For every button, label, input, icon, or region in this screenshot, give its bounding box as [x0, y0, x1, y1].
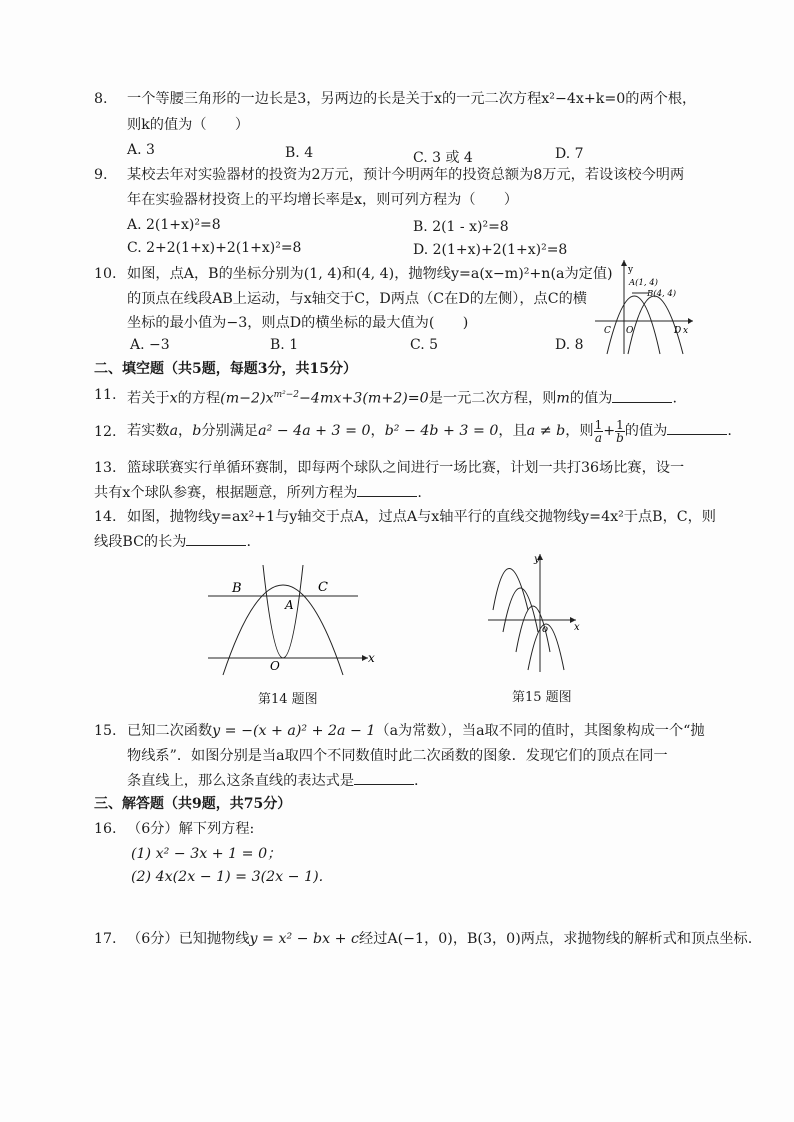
q9-text-line2: 年在实验器材投资上的平均增长率是x，则可列方程为（ ） — [127, 192, 519, 208]
fig15-caption: 第15 题图 — [512, 690, 572, 705]
q8-option-c: C. 3 或 4 — [413, 150, 473, 166]
q9-option-a: A. 2(1+x)²=8 — [127, 217, 221, 233]
q8-option-b: B. 4 — [285, 145, 314, 161]
q11-post: 是一元二次方程，则 — [428, 390, 557, 407]
q12-cond: ，且 — [498, 423, 527, 439]
q10-number: 10. — [94, 266, 117, 282]
q11-end: 的值为 — [569, 390, 613, 407]
q10-label-c: C — [604, 326, 611, 336]
fig14-label-x: x — [368, 651, 375, 665]
section-3-heading: 三、解答题（共9题，共75分） — [94, 796, 292, 812]
q9-option-d: D. 2(1+x)+2(1+x)²=8 — [413, 242, 568, 258]
q17-text — [127, 930, 752, 948]
q15-line3: 条直线上，那么这条直线的表达式是 — [127, 773, 355, 789]
q14-dot: . — [246, 534, 251, 550]
q11-exponent: m²−2 — [273, 390, 300, 400]
q10-label-x: x — [683, 326, 689, 336]
fig14-label-o: O — [270, 659, 280, 673]
q11-pre: 若关于 — [127, 390, 170, 407]
q12-frac1-num: 1 — [594, 417, 603, 432]
q10-label-d: D — [674, 326, 682, 336]
q17-post: 经过A(−1，0)，B(3，0)两点，求抛物线的解析式和顶点坐标. — [359, 931, 753, 947]
q15-number: 15. — [94, 723, 117, 739]
q11-eq2: −4mx+3(m+2)=0 — [299, 390, 429, 407]
q12-neq: a ≠ b — [526, 423, 566, 439]
q9-number: 9. — [94, 167, 108, 183]
q9-option-b: B. 2(1 - x)²=8 — [413, 219, 509, 235]
q10-parabola-left — [607, 296, 660, 354]
q10-text-line1: 如图，点A，B的坐标分别为(1, 4)和(4, 4)，抛物线y=a(x−m)²+n(a为定值) — [127, 266, 613, 282]
q10-label-o: O — [626, 326, 634, 336]
q11-eq: (m−2)x — [220, 390, 274, 407]
q12-frac1-den: a — [594, 430, 602, 445]
q13-dot: . — [417, 485, 422, 501]
q12-pre: 若实数 — [127, 423, 170, 439]
q17-number: 17. — [94, 931, 117, 947]
q12-text — [127, 416, 732, 446]
q10-text-line2: 的顶点在线段AB上运动，与x轴交于C，D两点（C在D的左侧），点C的横 — [127, 291, 587, 307]
q11-var-x: x — [169, 390, 178, 407]
q12-frac2-num: 1 — [616, 417, 624, 432]
q10-option-d: D. 8 — [555, 337, 584, 353]
fig15-label-y: y — [534, 554, 540, 565]
q12-eq-a: a² − 4a + 3 = 0 — [258, 423, 371, 439]
q13-number: 13. — [94, 460, 117, 476]
q12-sep: ， — [370, 423, 385, 439]
q10-label-y: y — [628, 265, 634, 275]
q16-part1: (1) x² − 3x + 1 = 0； — [131, 846, 282, 862]
q14-text-line1: 如图，抛物线y=ax²+1与y轴交于点A，过点A与x轴平行的直线交抛物线y=4x²于点B，C，则 — [127, 509, 716, 525]
q8-option-d: D. 7 — [555, 146, 584, 162]
q11-dot: . — [672, 390, 677, 407]
q12-var-a: a — [169, 423, 179, 439]
q14-figure — [208, 565, 378, 680]
q14-text-line2 — [94, 533, 251, 551]
q12-answer-blank — [667, 422, 727, 435]
q10-option-b: B. 1 — [270, 337, 299, 353]
q13-answer-blank — [357, 484, 417, 497]
q15-pre: 已知二次函数 — [127, 723, 213, 739]
q11-text — [127, 386, 677, 408]
q10-option-a: A. −3 — [130, 337, 170, 353]
q15-dot: . — [414, 773, 419, 789]
q14-line2: 线段BC的长为 — [94, 534, 187, 550]
q9-option-c: C. 2+2(1+x)+2(1+x)²=8 — [127, 240, 302, 256]
q17-pre: （6分）已知抛物线 — [127, 931, 250, 947]
q15-text-line1 — [127, 722, 705, 740]
q15-paren: （a为常数），当a取不同的值时，其图象构成一个“抛 — [375, 723, 705, 739]
q17-eq: y = x² − bx + c — [249, 931, 359, 947]
q11-var-m: m — [556, 390, 570, 407]
q13-text-line1: 篮球联赛实行单循环赛制，即每两个球队之间进行一场比赛，计划一共打36场比赛，设一 — [127, 460, 685, 476]
q11-mid: 的方程 — [177, 390, 221, 407]
q15-figure — [488, 552, 588, 672]
q10-label-a: A(1, 4) — [629, 278, 658, 288]
q15-text-line2: 物线系”．如图分别是当a取四个不同数值时此二次函数的图象．发现它们的顶点在同一 — [127, 748, 668, 764]
q10-text-line3: 坐标的最小值为−3，则点D的横坐标的最大值为( ) — [127, 315, 469, 331]
q10-label-b: B(4, 4) — [647, 289, 677, 299]
q12-var-b: b — [192, 423, 202, 439]
q14-number: 14. — [94, 509, 117, 525]
q8-text-line1: 一个等腰三角形的一边长是3，另两边的长是关于x的一元二次方程x²−4x+k=0的两个根， — [127, 91, 697, 107]
q16-part2: (2) 4x(2x − 1) = 3(2x − 1). — [131, 869, 324, 885]
q16-number: 16. — [94, 821, 117, 837]
q10-x-arrow — [688, 318, 693, 324]
q9-text-line1: 某校去年对实验器材的投资为2万元，预计今明两年的投资总额为8万元，若设该校今明两 — [127, 167, 685, 183]
fig14-label-c: C — [318, 580, 328, 595]
section-2-heading: 二、填空题（共5题，每题3分，共15分） — [94, 361, 357, 377]
fig15-parabola-2 — [503, 588, 538, 632]
q12-end: 的值为 — [624, 423, 668, 439]
q12-plus: + — [603, 423, 616, 439]
q16-heading: （6分）解下列方程: — [127, 821, 255, 837]
q10-figure — [595, 258, 695, 356]
q8-number: 8. — [94, 91, 108, 107]
q12-mid: 分别满足 — [201, 423, 259, 439]
q12-number: 12. — [94, 424, 117, 440]
q15-answer-blank — [354, 772, 414, 785]
q11-answer-blank — [612, 390, 672, 403]
q11-number: 11. — [94, 387, 117, 403]
q12-eq-b: b² − 4b + 3 = 0 — [384, 423, 499, 439]
fig14-label-b: B — [232, 581, 242, 596]
q15-text-line3 — [127, 772, 419, 790]
q12-frac2-den: b — [616, 430, 624, 445]
q12-comma: ， — [178, 423, 193, 439]
q10-y-arrow — [621, 260, 627, 266]
q12-dot: . — [727, 423, 732, 439]
q10-option-c: C. 5 — [410, 337, 439, 353]
fig14-label-a: A — [285, 598, 294, 612]
q12-fraction-1b — [615, 419, 625, 444]
q13-line2: 共有x个球队参赛，根据题意，所列方程为 — [94, 485, 358, 501]
q10-parabola-right — [628, 296, 683, 354]
q8-text-line2: 则k的值为（ ） — [127, 117, 250, 133]
q12-then: ，则 — [565, 423, 594, 439]
fig14-parabola-up — [263, 565, 303, 658]
q8-option-a: A. 3 — [127, 142, 155, 158]
q15-eq: y = −(x + a)² + 2a − 1 — [212, 723, 376, 739]
q14-answer-blank — [186, 533, 246, 546]
fig14-caption: 第14 题图 — [258, 692, 318, 707]
fig15-label-x: x — [574, 622, 580, 633]
q13-text-line2 — [94, 484, 422, 502]
fig15-label-o: o — [542, 624, 549, 635]
fig14-parabola-down — [223, 585, 343, 675]
q12-fraction-1a — [594, 419, 604, 444]
